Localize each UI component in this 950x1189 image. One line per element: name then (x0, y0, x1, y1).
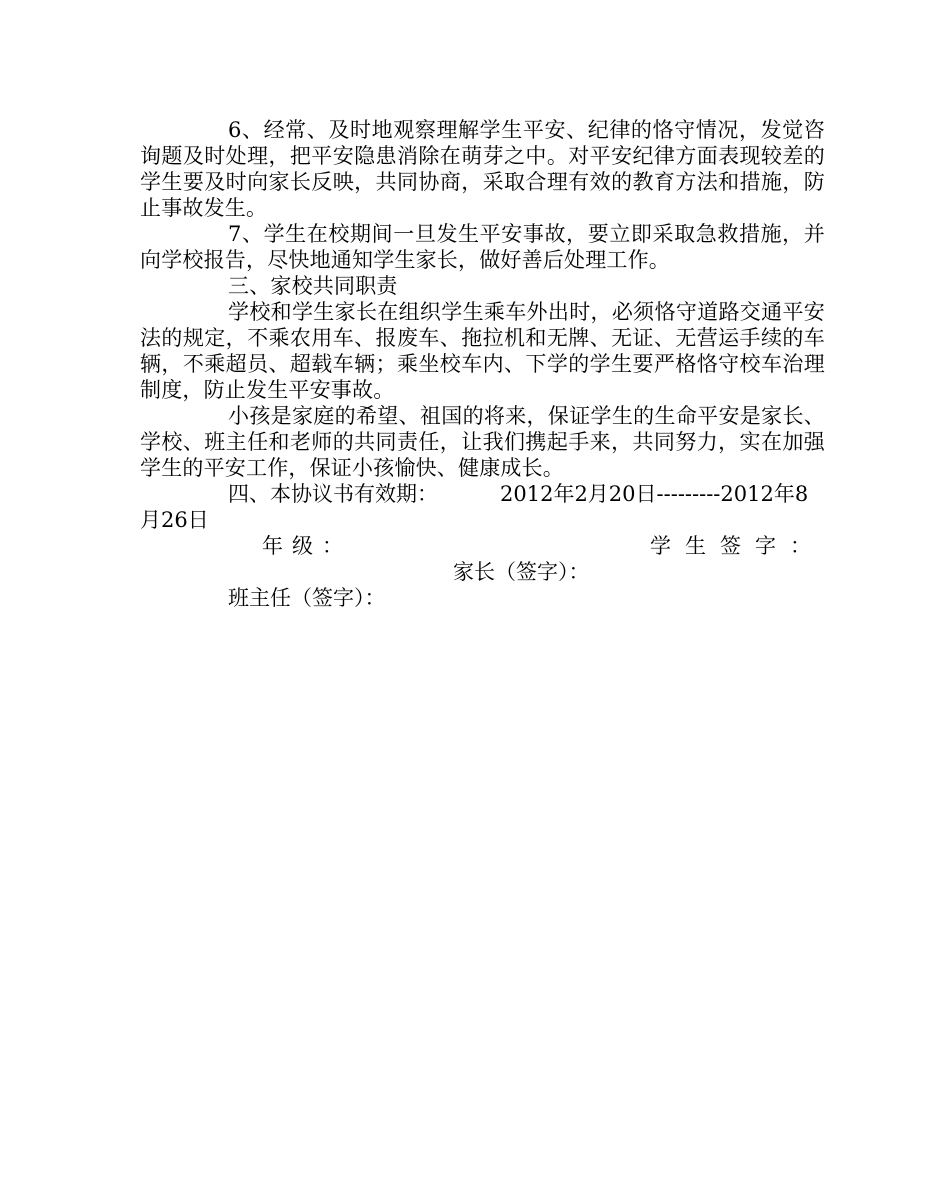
section-heading-joint-duties: 三、家校共同职责 (228, 274, 398, 298)
paragraph-item-6: 6、经常、及时地观察理解学生平安、纪律的恪守情况，发觉咨询题及时处理，把平安隐患消除在萌芽之中。对平安纪律方面表现较差的学生要及时向家长反映，共同协商，采取合理有效的教育方法和措施，防止事故发生。 (140, 118, 825, 220)
paragraph-closing: 小孩是家庭的希望、祖国的将来，保证学生的生命平安是家长、学校、班主任和老师的共同责任，让我们携起手来，共同努力，实在加强学生的平安工作，保证小孩愉快、健康成长。 (140, 404, 825, 480)
student-signature-label: 学生签字： (650, 534, 825, 558)
signature-row-parent (140, 559, 825, 585)
validity-period (140, 481, 825, 533)
paragraph-transport-safety: 学校和学生家长在组织学生乘车外出时，必须恪守道路交通平安法的规定，不乘农用车、报废车、拖拉机和无牌、无证、无营运手续的车辆，不乘超员、超载车辆；乘坐校车内、下学的学生要严格恪守校车治理制度，防止发生平安事故。 (140, 300, 825, 402)
validity-range: 2012年2月20日---------2012年8月26日 (140, 482, 809, 532)
parent-signature-label: 家长（签字）： (453, 560, 590, 584)
signature-row-grade-student (140, 533, 825, 559)
validity-label: 四、本协议书有效期： (228, 482, 438, 506)
head-teacher-signature-label: 班主任（签字）： (228, 586, 386, 610)
grade-field-label: 年级： (262, 534, 352, 558)
paragraph-item-7: 7、学生在校期间一旦发生平安事故，要立即采取急救措施，并向学校报告，尽快地通知学生家长，做好善后处理工作。 (140, 222, 825, 272)
document-page (140, 117, 825, 611)
signature-row-head-teacher (140, 585, 825, 611)
